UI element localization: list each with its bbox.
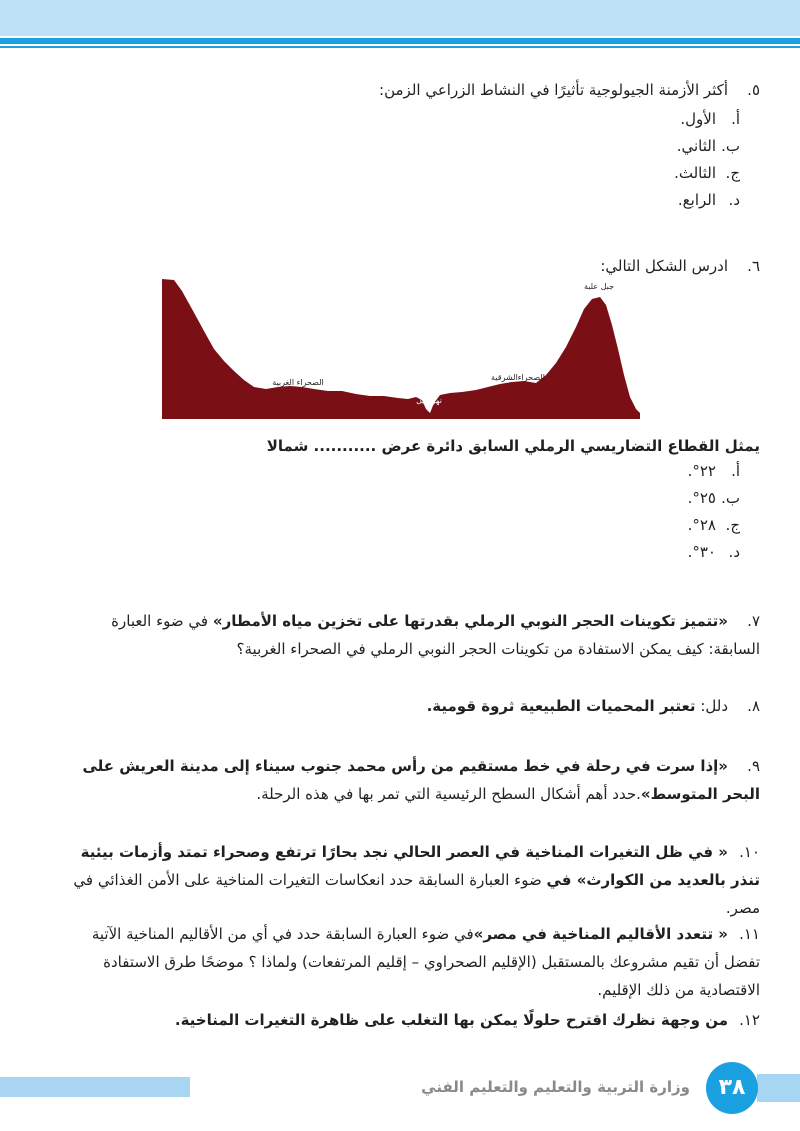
option-a[interactable]: أ.الأول. bbox=[680, 110, 740, 128]
question-5 bbox=[379, 76, 760, 104]
option-c[interactable]: ج.٢٨°. bbox=[687, 516, 740, 534]
question-6-options bbox=[688, 458, 740, 566]
ministry-name: وزارة التربية والتعليم والتعليم الفني bbox=[421, 1078, 690, 1096]
question-text: من وجهة نظرك اقترح حلولًا يمكن بها التغلب على ظاهرة التغيرات المناخية. bbox=[174, 1011, 728, 1029]
option-b[interactable]: ب.٢٥°. bbox=[687, 489, 740, 507]
question-number: ٧. bbox=[747, 612, 760, 630]
question-text: .حدد أهم أشكال السطح الرئيسية التي تمر بها في هذه الرحلة. bbox=[256, 785, 641, 803]
question-number: ٦. bbox=[747, 257, 760, 275]
footer-bar-right bbox=[757, 1074, 800, 1102]
question-12 bbox=[175, 1006, 760, 1034]
header-rule-thin bbox=[0, 46, 800, 48]
question-6 bbox=[600, 252, 760, 280]
option-d[interactable]: د.٣٠°. bbox=[687, 543, 740, 561]
question-5-options bbox=[674, 106, 740, 214]
question-text: في ضوء العبارة السابقة حدد في أي من الأقاليم المناخية الآتية تفضل أن تقيم مشروعك بالمستقبل (الإقليم الصحراوي – إقليم المرتفعات) ولماذا ؟ موضحًا طرق الاستفادة الاقتصادية من ذلك الإقليم. bbox=[91, 925, 760, 999]
question-number: ١٢. bbox=[739, 1011, 760, 1029]
option-a[interactable]: أ.٢٢°. bbox=[687, 462, 740, 480]
question-8 bbox=[427, 692, 760, 720]
question-text: دلل: bbox=[695, 697, 728, 715]
question-number: ١١. bbox=[739, 925, 760, 943]
question-text: ضوء العبارة السابقة حدد انعكاسات التغيرات المناخية على الأمن الغذائي في مصر. bbox=[73, 871, 760, 917]
question-quote: « تتعدد الأقاليم المناخية في مصر» bbox=[473, 925, 728, 943]
terrain-profile bbox=[162, 279, 640, 419]
question-7 bbox=[55, 607, 760, 663]
option-d[interactable]: د.الرابع. bbox=[677, 191, 740, 209]
question-statement: تعتبر المحميات الطبيعية ثروة قومية. bbox=[426, 697, 696, 715]
question-text: في ضوء العبارة السابقة: كيف يمكن الاستفادة من تكوينات الحجر النوبي الرملي في الصحراء الغربية؟ bbox=[111, 612, 760, 658]
label-east-mountain: جبل علبة bbox=[583, 282, 615, 291]
question-quote: «تتميز تكوينات الحجر النوبي الرملي بقدرتها على تخزين مياه الأمطار» bbox=[212, 612, 728, 630]
question-number: ٨. bbox=[747, 697, 760, 715]
question-quote: «إذا سرت في رحلة في خط مستقيم من رأس محمد جنوب سيناء إلى مدينة العريش على البحر المتوسط» bbox=[82, 757, 760, 803]
question-number: ٩. bbox=[747, 757, 760, 775]
option-b[interactable]: ب.الثاني. bbox=[676, 137, 740, 155]
page-number: ٣٨ bbox=[706, 1062, 758, 1114]
label-eastern-desert: الصحراءالشرقية bbox=[491, 373, 545, 382]
footer-bar bbox=[0, 1077, 190, 1097]
label-nile: نهرالنيل bbox=[416, 396, 442, 405]
question-11 bbox=[55, 920, 760, 1004]
terrain-profile-figure bbox=[162, 279, 640, 419]
option-c[interactable]: ج.الثالث. bbox=[674, 164, 740, 182]
header-band bbox=[0, 0, 800, 36]
question-text: ادرس الشكل التالي: bbox=[600, 257, 728, 275]
question-quote: « في ظل التغيرات المناخية في العصر الحالي نجد بحارًا ترتفع وصحراء تمتد وأزمات بيئية تنذر بالعديد من الكوارث» في bbox=[80, 843, 760, 889]
label-western-desert: الصحراء الغربية bbox=[272, 378, 324, 387]
question-9 bbox=[55, 752, 760, 808]
question-6-stem: يمثل القطاع التضاريسي الرملي السابق دائرة عرض ........... شمالا bbox=[266, 437, 760, 455]
question-10 bbox=[55, 838, 760, 922]
question-text: أكثر الأزمنة الجيولوجية تأثيرًا في النشاط الزراعي الزمن: bbox=[379, 81, 728, 99]
question-number: ٥. bbox=[747, 81, 760, 99]
question-number: ١٠. bbox=[739, 843, 760, 861]
header-rule bbox=[0, 38, 800, 44]
label-west-mountain: جبل العوينات bbox=[182, 286, 226, 295]
